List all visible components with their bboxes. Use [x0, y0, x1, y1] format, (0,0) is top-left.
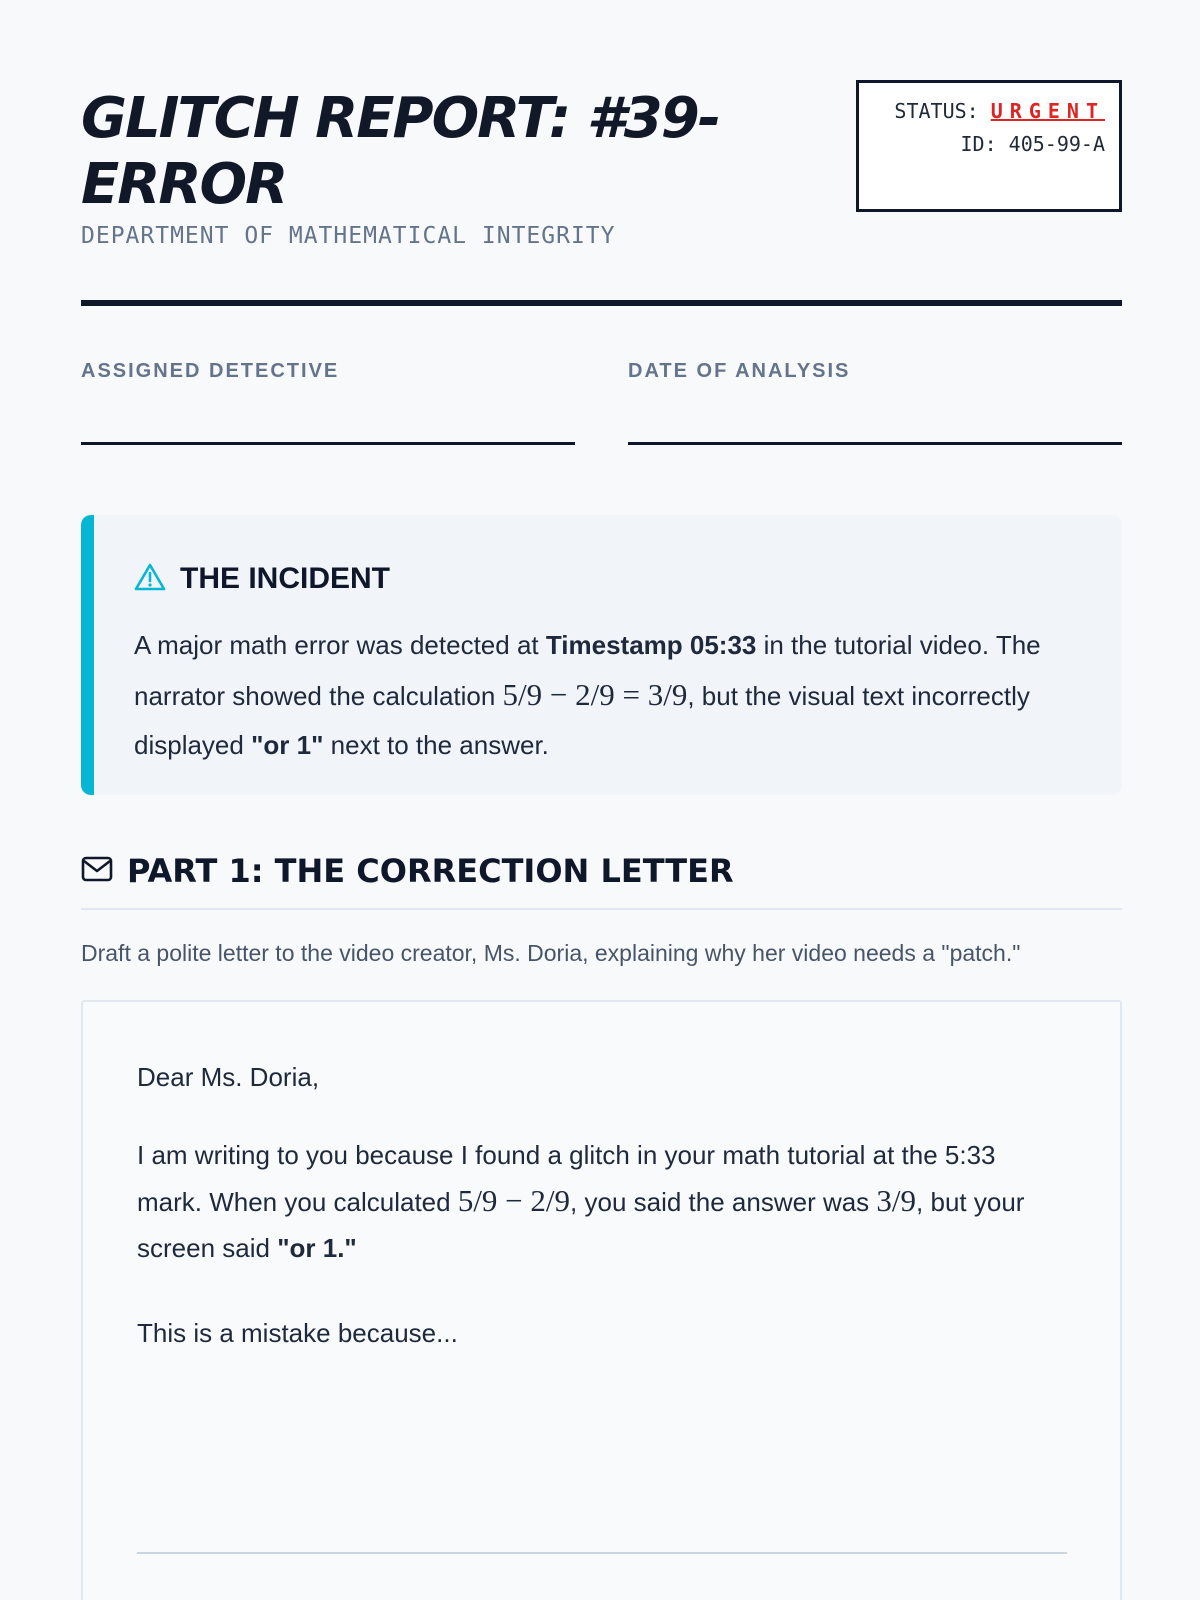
part1-heading: [81, 852, 734, 890]
status-box: [856, 80, 1122, 212]
envelope-icon: [81, 856, 113, 886]
id-value: 405-99-A: [1008, 132, 1105, 156]
letter-writing-line: [137, 1552, 1067, 1554]
incident-timestamp: Timestamp 05:33: [545, 630, 757, 660]
header-divider: [81, 300, 1122, 306]
part1-divider: [81, 908, 1122, 910]
assigned-detective-field: [81, 360, 575, 383]
id-line: [873, 128, 1105, 161]
assigned-detective-label: ASSIGNED DETECTIVE: [81, 360, 340, 382]
letter-answer: 3/9: [876, 1183, 917, 1218]
department-subtitle: DEPARTMENT OF MATHEMATICAL INTEGRITY: [81, 223, 616, 249]
incident-title: THE INCIDENT: [180, 562, 390, 595]
letter-expression: 5/9 − 2/9: [457, 1183, 571, 1218]
incident-equation: 5/9 − 2/9 = 3/9: [502, 677, 688, 712]
date-of-analysis-input[interactable]: [628, 400, 1122, 440]
assigned-detective-underline: [81, 442, 575, 445]
letter-greeting: Dear Ms. Doria,: [137, 1062, 320, 1092]
letter-wrong-text: "or 1.": [277, 1233, 357, 1263]
date-of-analysis-underline: [628, 442, 1122, 445]
status-line: [873, 95, 1105, 128]
date-of-analysis-label: DATE OF ANALYSIS: [628, 360, 851, 382]
letter-draft-area[interactable]: [81, 1000, 1122, 1600]
letter-text-part: I am writing to you because I found a glitch in your math tutorial at the 5:33 mark. When you calculated: [137, 1140, 996, 1217]
letter-paragraph-2: This is a mistake because...: [137, 1318, 458, 1348]
letter-text-part: , you said the answer was: [570, 1187, 877, 1217]
part1-title: PART 1: THE CORRECTION LETTER: [127, 852, 734, 890]
incident-text-part: A major math error was detected at: [134, 630, 546, 660]
incident-heading: [134, 562, 390, 596]
date-of-analysis-field: [628, 360, 1122, 383]
incident-wrong-text: "or 1": [251, 730, 324, 760]
status-label: STATUS:: [894, 99, 979, 123]
incident-text-part: , but the visual text incorrectly displayed: [134, 681, 1030, 760]
report-header: [81, 78, 1122, 306]
incident-text: [134, 621, 1094, 770]
incident-text-part: next to the answer.: [323, 730, 549, 760]
warning-triangle-icon: [134, 562, 166, 596]
incident-callout: [81, 515, 1122, 795]
assigned-detective-input[interactable]: [81, 400, 575, 440]
report-title: GLITCH REPORT: #39-ERROR: [81, 86, 719, 217]
letter-text-part: , but your screen said: [137, 1187, 1025, 1263]
status-badge: URGENT: [990, 99, 1105, 123]
letter-paragraph-1: [137, 1132, 1037, 1271]
part1-description: Draft a polite letter to the video creator, Ms. Doria, explaining why her video needs a "patch.": [81, 940, 1021, 966]
id-label: ID:: [960, 132, 997, 156]
incident-text-part: in the tutorial video. The narrator showed the calculation: [134, 630, 1041, 711]
